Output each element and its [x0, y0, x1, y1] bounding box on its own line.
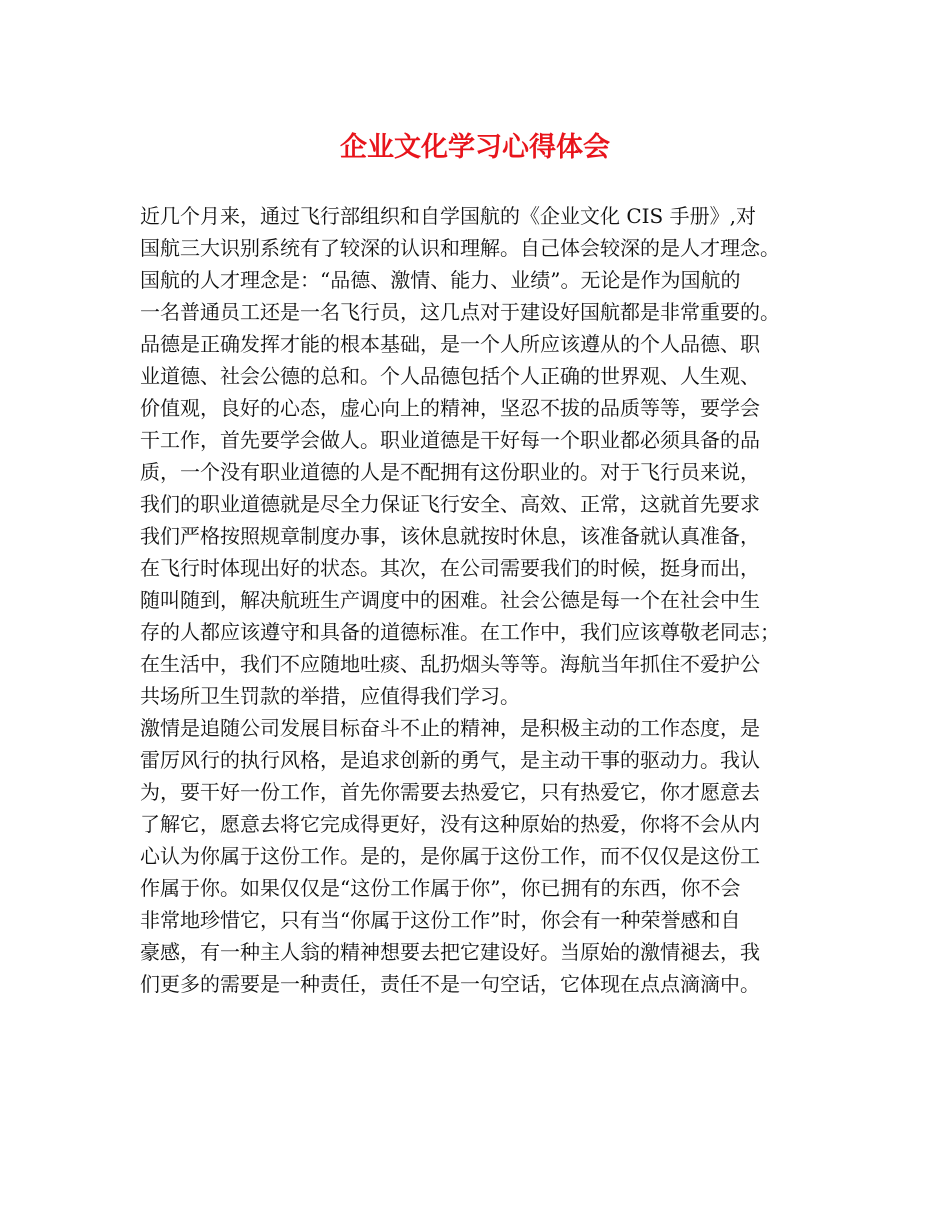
- document-title: 企业文化学习心得体会: [340, 132, 610, 163]
- body-line: 作属于你。如果仅仅是“这份工作属于你”，你已拥有的东西，你不会: [140, 876, 741, 900]
- body-line: 共场所卫生罚款的举措，应值得我们学习。: [140, 684, 520, 708]
- body-line: 激情是追随公司发展目标奋斗不止的精神，是积极主动的工作态度，是: [140, 716, 760, 740]
- body-line: 国航三大识别系统有了较深的认识和理解。自己体会较深的是人才理念。: [140, 236, 780, 260]
- body-line: 存的人都应该遵守和具备的道德标准。在工作中，我们应该尊敬老同志；: [140, 620, 780, 644]
- body-line: 雷厉风行的执行风格，是追求创新的勇气，是主动干事的驱动力。我认: [140, 748, 760, 772]
- body-line: 心认为你属于这份工作。是的，是你属于这份工作，而不仅仅是这份工: [140, 844, 760, 868]
- body-line: 质，一个没有职业道德的人是不配拥有这份职业的。对于飞行员来说，: [140, 460, 760, 484]
- body-line: 我们的职业道德就是尽全力保证飞行安全、高效、正常，这就首先要求: [140, 492, 760, 516]
- body-line: 国航的人才理念是：“品德、激情、能力、业绩”。无论是作为国航的: [140, 268, 741, 292]
- body-line: 在生活中，我们不应随地吐痰、乱扔烟头等等。海航当年抓住不爱护公: [140, 652, 760, 676]
- body-line: 随叫随到，解决航班生产调度中的困难。社会公德是每一个在社会中生: [140, 588, 760, 612]
- body-line: 品德是正确发挥才能的根本基础，是一个人所应该遵从的个人品德、职: [140, 332, 760, 356]
- body-line: 价值观，良好的心态，虚心向上的精神，坚忍不拔的品质等等，要学会: [140, 396, 760, 420]
- body-line: 了解它，愿意去将它完成得更好，没有这种原始的热爱，你将不会从内: [140, 812, 760, 836]
- body-line: 们更多的需要是一种责任，责任不是一句空话，它体现在点点滴滴中。: [140, 972, 760, 996]
- body-line: 为，要干好一份工作，首先你需要去热爱它，只有热爱它，你才愿意去: [140, 780, 760, 804]
- document-body: [140, 200, 830, 1000]
- body-line: 我们严格按照规章制度办事，该休息就按时休息，该准备就认真准备，: [140, 524, 760, 548]
- body-line: 干工作，首先要学会做人。职业道德是干好每一个职业都必须具备的品: [140, 428, 760, 452]
- body-line: 业道德、社会公德的总和。个人品德包括个人正确的世界观、人生观、: [140, 364, 760, 388]
- body-line: 豪感，有一种主人翁的精神想要去把它建设好。当原始的激情褪去，我: [140, 940, 760, 964]
- body-line: 在飞行时体现出好的状态。其次，在公司需要我们的时候，挺身而出，: [140, 556, 760, 580]
- body-line: 一名普通员工还是一名飞行员，这几点对于建设好国航都是非常重要的。: [140, 300, 780, 324]
- body-line: 近几个月来，通过飞行部组织和自学国航的《企业文化 CIS 手册》,对: [140, 204, 756, 228]
- body-line: 非常地珍惜它，只有当“你属于这份工作”时，你会有一种荣誉感和自: [140, 908, 741, 932]
